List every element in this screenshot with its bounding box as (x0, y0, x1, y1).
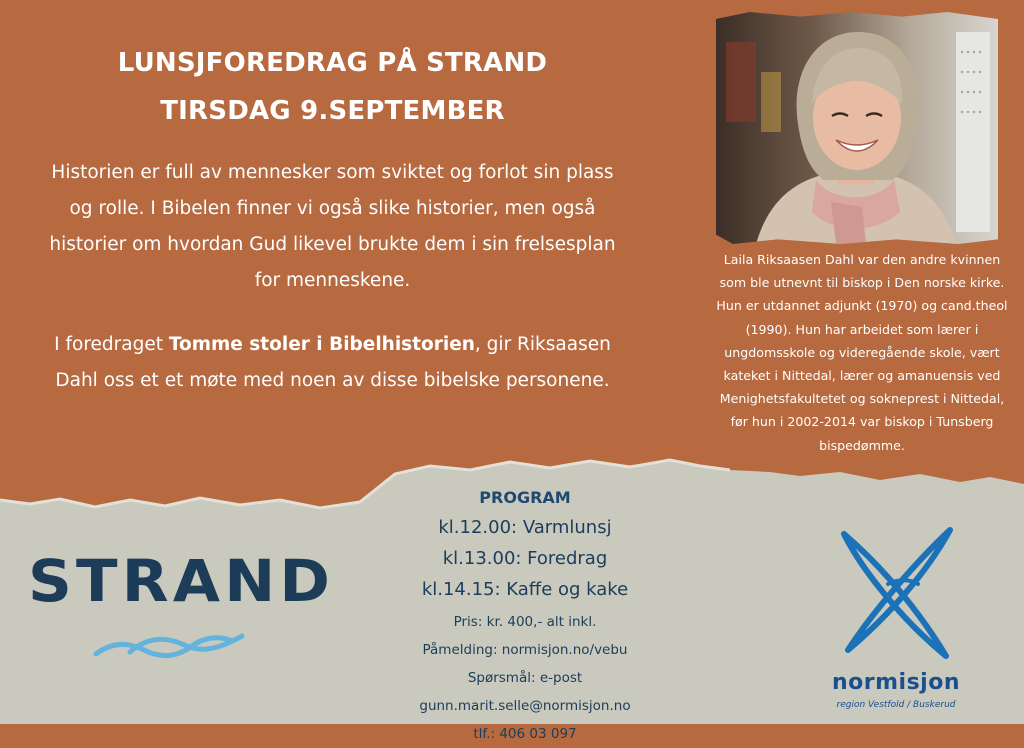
speaker-photo (716, 12, 998, 244)
strand-wordmark: STRAND (28, 547, 335, 615)
signup: Påmelding: normisjon.no/vebu (422, 642, 628, 658)
intro-paragraph-2-suffix: , gir Riksaasen Dahl oss et et møte med noen av disse bibelske personene. (55, 334, 611, 391)
event-date: TIRSDAG 9.SEPTEMBER (160, 96, 505, 126)
program-item: kl.12.00: Varmlunsj (438, 517, 612, 538)
speaker-bio: Laila Riksaasen Dahl var den andre kvinnen som ble utnevnt til biskop i Den norske kirke. Hun er utdannet adjunkt (1970) og cand.theol (1990). Hun har arbeidet som lærer i ungdomsskole og videregående skole, vært kateket i Nittedal, lærer og amanuensis ved Menighetsfakultetet og sokneprest i Nittedal, før hun i 2002-2014 var biskop i Tunsberg bispedømme. (716, 252, 1008, 453)
program-item: kl.13.00: Foredrag (442, 548, 608, 569)
price: Pris: kr. 400,- alt inkl. (453, 614, 597, 630)
wave-icon (90, 622, 250, 664)
intro-paragraph-2-prefix: I foredraget (54, 334, 169, 355)
phone-number: tlf.: 406 03 097 (473, 726, 577, 742)
strand-logo (28, 547, 335, 678)
lecture-title: Tomme stoler i Bibelhistorien (168, 334, 475, 355)
normisjon-region: region Vestfold / Buskerud (836, 700, 956, 710)
program-item: kl.14.15: Kaffe og kake (421, 579, 629, 600)
program-heading: PROGRAM (479, 488, 571, 507)
normisjon-cross-icon (822, 520, 970, 668)
normisjon-wordmark: normisjon (831, 670, 960, 695)
intro-paragraph-1: Historien er full av mennesker som sviktet og forlot sin plass og rolle. I Bibelen finner vi også slike historier, men også historier om hvordan Gud likevel brukte dem i sin frelsesplan for menneskene. (49, 162, 616, 291)
speaker-portrait-icon (716, 12, 998, 244)
intro-paragraph-2 (40, 327, 625, 399)
normisjon-logo (822, 520, 970, 720)
intro-text (40, 155, 625, 399)
program-section (370, 486, 680, 748)
program-info (370, 608, 680, 748)
program-items (370, 512, 680, 605)
questions-email: Spørsmål: e-post gunn.marit.selle@normisjon.no (419, 670, 631, 714)
page-title: LUNSJFOREDRAG PÅ STRAND (117, 48, 548, 78)
